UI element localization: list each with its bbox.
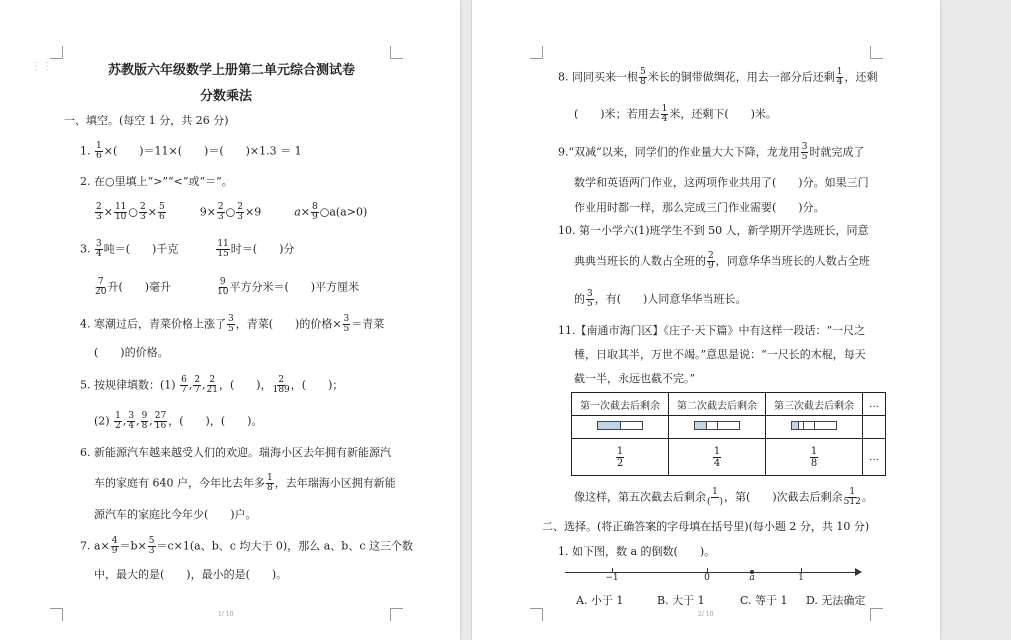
stick-diagram (791, 421, 837, 430)
question-9: 9.“双减”以来，同学们的作业量大大下降，龙龙用 $\frac{3}{5}$ 时就完成了 (558, 142, 865, 162)
frac-cell: $\frac{1}{2}$ (572, 439, 669, 476)
question-7-b: 中，最大的是( )，最小的是( )。 (94, 568, 288, 581)
question-11-c: 截一半，永远也截不完。” (574, 372, 696, 385)
question-11-b: 棰，日取其半，万世不竭。”意思是说：“一尺长的木棍，每天 (574, 348, 866, 361)
bar-cell (572, 416, 669, 439)
stick-diagram (694, 421, 740, 430)
stick-diagram (597, 421, 643, 430)
question-4-b: ( )的价格。 (94, 346, 169, 359)
tick-label: 0 (704, 573, 710, 583)
option-a: A. 小于 1 (576, 594, 624, 607)
option-d: D. 无法确定 (806, 594, 866, 607)
corner-mark (870, 608, 883, 621)
question-10: 10. 第一小学六(1)班学生不到 50 人，新学期开学选班长，同意 (558, 224, 869, 237)
question-8: 8. 同同买来一根 $\frac{5}{8}$ 米长的铜带做绸花，用去一部分后还剩 $\frac{1}{4}$ ，还剩 (558, 67, 878, 87)
bar-cell (669, 416, 766, 439)
corner-mark (530, 608, 543, 621)
question-3-b: $\frac{7}{20}$ 升( )毫升 $\frac{9}{10}$ 平方分米＝( )平方厘米 (95, 277, 360, 297)
question-9-c: 作业用时都一样，那么完成三门作业需要( )分。 (574, 201, 825, 214)
frac-cell: $\frac{1}{4}$ (669, 439, 766, 476)
corner-mark (870, 46, 883, 59)
question-10-c: 的 $\frac{3}{5}$ ，有( )人同意华华当班长。 (574, 289, 747, 309)
question-6-c: 源汽车的家庭比今年少( )户。 (94, 508, 257, 521)
arrow-icon (855, 568, 862, 576)
number-line (565, 564, 865, 594)
question-7: 7. a× $\frac{4}{9}$ ＝b× $\frac{5}{3}$ ＝c×1(a、b、c 均大于 0)，那么 a、b、c 这三个数 (80, 536, 413, 556)
table-header: … (863, 393, 886, 416)
tick-label: −1 (605, 573, 619, 583)
doc-subtitle: 分数乘法 (200, 89, 253, 104)
corner-mark (50, 608, 63, 621)
section-heading: 二、选择。(将正确答案的字母填在括号里)(每小题 2 分，共 10 分) (542, 520, 870, 533)
question-2: 2. 在○里填上“>”“<”或“＝”。 (80, 175, 233, 188)
frac-cell: $\frac{1}{8}$ (766, 439, 863, 476)
corner-mark (390, 608, 403, 621)
question-6-b: 车的家庭有 640 户，今年比去年多 $\frac{1}{8}$ ，去年瑞海小区拥有新能 (94, 473, 396, 493)
table-header: 第三次截去后剩余 (766, 393, 863, 416)
page-number: 2/ 10 (698, 611, 714, 618)
tick-label: a (749, 573, 755, 583)
corner-mark (50, 46, 63, 59)
question-6: 6. 新能源汽车越来越受人们的欢迎。瑞海小区去年拥有新能源汽 (80, 446, 391, 459)
option-c: C. 等于 1 (740, 594, 788, 607)
question-10-b: 典典当班长的人数占全班的 $\frac{2}{9}$ ，同意华华当班长的人数占全班 (574, 251, 870, 271)
table-header: 第一次截去后剩余 (572, 393, 669, 416)
question-5: 5. 按规律填数：(1) $\frac{6}{7}$ , $\frac{2}{7}$ , $\frac{2}{21}$ ，( )， $\frac{2}{189}$ ，( )； (80, 375, 344, 395)
question-11: 11.【南通市海门区】《庄子·天下篇》中有这样一段话：“一尺之 (558, 324, 866, 337)
question-2-items: $\frac{2}{3}$ × $\frac{11}{10}$ ○ $\frac{2}{3}$ × $\frac{5}{6}$ 9× $\frac{2}{3}$ ○ $\frac{2}{3}$ ×9 a× $\frac{8}{9}$ ○a(a>0) (96, 202, 368, 222)
question-11-d: 像这样，第五次截去后剩余 1 ( ) ，第( )次截去后剩余 $\frac{1}{512}$ 。 (574, 487, 873, 507)
bar-cell (766, 416, 863, 439)
bar-cell (863, 416, 886, 439)
question-4: 4. 寒潮过后，青菜价格上涨了 $\frac{3}{5}$ ，青菜( )的价格× $\frac{3}{5}$ ＝青菜 (80, 314, 385, 334)
doc-title: 苏教版六年级数学上册第二单元综合测试卷 (108, 63, 356, 78)
frac-cell: … (863, 439, 886, 476)
choice-question-1: 1. 如下图，数 a 的倒数( )。 (558, 545, 716, 558)
question-3: 3. $\frac{3}{4}$ 吨＝( )千克 $\frac{11}{15}$ 时＝( )分 (80, 239, 295, 259)
page-number: 1/ 10 (218, 611, 234, 618)
question-9-b: 数学和英语两门作业，这两项作业共用了( )分。如果三门 (574, 176, 869, 189)
drag-handle-icon[interactable]: ⋮⋮ (31, 61, 53, 72)
question-8-b: ( )米；若用去 $\frac{1}{4}$ 米，还剩下( )米。 (574, 104, 777, 124)
corner-mark (530, 46, 543, 59)
section-heading: 一、填空。(每空 1 分，共 26 分) (64, 114, 229, 127)
question-5-b: (2) $\frac{1}{2}$ , $\frac{3}{4}$ , $\frac{9}{8}$ , $\frac{27}{16}$ ，( )，( )。 (94, 411, 263, 431)
cut-table (571, 392, 886, 476)
option-b: B. 大于 1 (657, 594, 705, 607)
tick-label: 1 (798, 573, 804, 583)
corner-mark (390, 46, 403, 59)
table-header: 第二次截去后剩余 (669, 393, 766, 416)
page-1 (0, 0, 460, 640)
question-1: 1. $\frac{1}{6}$ ×( )＝11×( )＝( )×1.3 ＝ 1 (80, 141, 302, 161)
